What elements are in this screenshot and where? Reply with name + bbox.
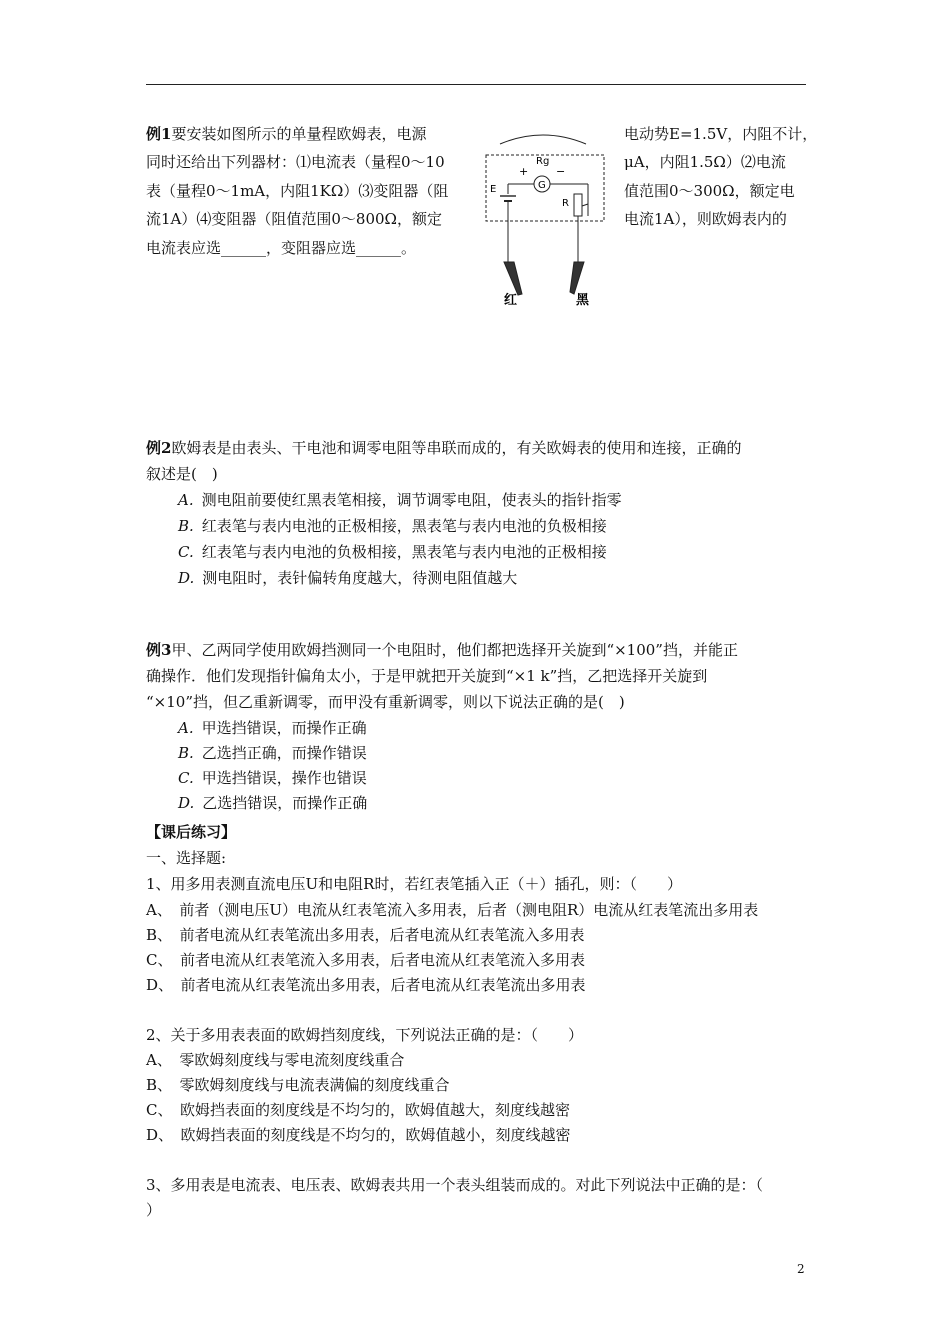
practice-section: 一、选择题: bbox=[146, 849, 227, 867]
ex2-option-a: A. 测电阻前要使红黑表笔相接，调节调零电阻，使表头的指针指零 bbox=[178, 491, 622, 509]
ex2-line-2: 叙述是( ) bbox=[146, 465, 218, 483]
ex1-right-1: 电动势E=1.5V，内阻不计， bbox=[624, 125, 818, 143]
ex1-line-3: 表（量程0～1mA，内阻1KΩ）⑶变阻器（阻 bbox=[146, 182, 449, 200]
q1-option-b: B、 前者电流从红表笔流出多用表，后者电流从红表笔流入多用表 bbox=[146, 926, 585, 944]
q3-line-2: ） bbox=[146, 1201, 162, 1219]
practice-heading: 【课后练习】 bbox=[146, 823, 237, 841]
ex2-text-1: 欧姆表是由表头、干电池和调零电阻等串联而成的，有关欧姆表的使用和连接，正确的 bbox=[171, 439, 742, 457]
ex3-line-1 bbox=[146, 640, 738, 660]
r-label: R bbox=[562, 198, 569, 209]
ex2-option-d: D. 测电阻时，表针偏转角度越大，待测电阻值越大 bbox=[178, 569, 518, 587]
page-number: 2 bbox=[797, 1262, 805, 1276]
ex1-line-4: 流1A）⑷变阻器（阻值范围0～800Ω，额定 bbox=[146, 210, 442, 228]
red-probe-icon bbox=[504, 262, 522, 295]
ex2-line-1 bbox=[146, 438, 741, 458]
e-label: E bbox=[490, 184, 497, 195]
variable-resistor-icon bbox=[574, 194, 582, 216]
resistor-slider-arrow-icon bbox=[582, 204, 588, 206]
ex3-option-b: B. 乙选挡正确，而操作错误 bbox=[178, 744, 367, 762]
ex3-line-2: 确操作．他们发现指针偏角太小，于是甲就把开关旋到“×1 k”挡，乙把选择开关旋到 bbox=[146, 667, 708, 685]
ohmmeter-circuit-diagram bbox=[478, 122, 618, 307]
ex3-line-3: “×10”挡，但乙重新调零，而甲没有重新调零，则以下说法正确的是( ) bbox=[146, 693, 625, 711]
red-probe-label: 红 bbox=[504, 293, 518, 307]
ex3-option-d: D. 乙选挡错误，而操作正确 bbox=[178, 794, 368, 812]
ex3-label: 例3 bbox=[146, 641, 172, 659]
ex1-label: 例1 bbox=[146, 125, 172, 143]
plus-label: + bbox=[519, 165, 529, 178]
q1-option-a: A、 前者（测电压U）电流从红表笔流入多用表，后者（测电阻R）电流从红表笔流出多用表 bbox=[146, 901, 759, 919]
q2-option-d: D、 欧姆挡表面的刻度线是不均匀的，欧姆值越小，刻度线越密 bbox=[146, 1126, 571, 1144]
ex3-option-c: C. 甲选挡错误，操作也错误 bbox=[178, 769, 367, 787]
ex1-right-4: 电流1A），则欧姆表内的 bbox=[624, 210, 787, 228]
ex3-option-a: A. 甲选挡错误，而操作正确 bbox=[178, 719, 367, 737]
ex1-line-5: 电流表应选______，变阻器应选______。 bbox=[146, 239, 417, 257]
q1-stem: 1、用多用表测直流电压U和电阻R时，若红表笔插入正（＋）插孔，则：（ ） bbox=[146, 875, 682, 893]
q1-option-c: C、 前者电流从红表笔流入多用表，后者电流从红表笔流入多用表 bbox=[146, 951, 585, 969]
ex3-text-1: 甲、乙两同学使用欧姆挡测同一个电阻时，他们都把选择开关旋到“×100”挡，并能正 bbox=[171, 641, 738, 659]
q3-line-1: 3、多用表是电流表、电压表、欧姆表共用一个表头组装而成的。对此下列说法中正确的是：（ bbox=[146, 1176, 764, 1194]
q1-option-d: D、 前者电流从红表笔流出多用表，后者电流从红表笔流出多用表 bbox=[146, 976, 586, 994]
q2-option-a: A、 零欧姆刻度线与零电流刻度线重合 bbox=[146, 1051, 405, 1069]
ex2-label: 例2 bbox=[146, 439, 172, 457]
arc-line bbox=[500, 135, 586, 144]
q2-option-c: C、 欧姆挡表面的刻度线是不均匀的，欧姆值越大，刻度线越密 bbox=[146, 1101, 570, 1119]
ex1-text-1: 要安装如图所示的单量程欧姆表，电源 bbox=[171, 125, 427, 143]
q2-option-b: B、 零欧姆刻度线与电流表满偏的刻度线重合 bbox=[146, 1076, 450, 1094]
ex1-line-2: 同时还给出下列器材：⑴电流表（量程0～10 bbox=[146, 153, 445, 171]
header-rule bbox=[146, 84, 806, 85]
minus-label: − bbox=[556, 165, 566, 178]
black-probe-icon bbox=[570, 262, 584, 294]
black-probe-label: 黑 bbox=[576, 293, 590, 307]
q2-stem: 2、关于多用表表面的欧姆挡刻度线，下列说法正确的是：（ ） bbox=[146, 1026, 584, 1044]
ex2-option-c: C. 红表笔与表内电池的负极相接，黑表笔与表内电池的正极相接 bbox=[178, 543, 607, 561]
ex2-option-b: B. 红表笔与表内电池的正极相接，黑表笔与表内电池的负极相接 bbox=[178, 517, 607, 535]
g-label: G bbox=[538, 180, 546, 191]
ex1-line-1 bbox=[146, 124, 426, 144]
ex1-right-3: 值范围0～300Ω，额定电 bbox=[624, 182, 795, 200]
rg-label: Rg bbox=[536, 156, 550, 167]
ex1-right-2: μA，内阻1.5Ω）⑵电流 bbox=[624, 153, 786, 171]
